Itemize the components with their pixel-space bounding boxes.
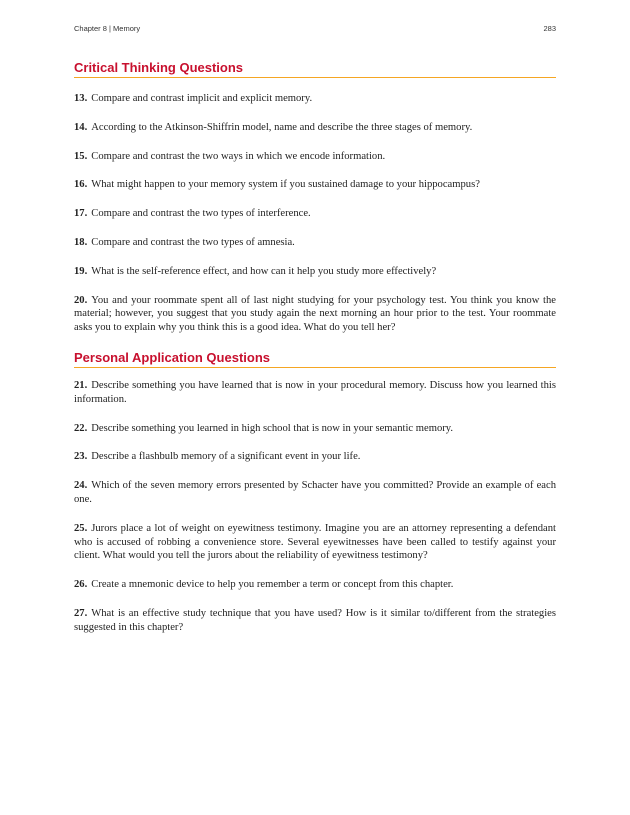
question-16 — [74, 178, 556, 192]
question-23 — [74, 450, 556, 464]
question-number: 13. — [74, 93, 88, 104]
question-26 — [74, 578, 556, 592]
question-14 — [74, 121, 556, 135]
question-number: 23. — [74, 451, 88, 463]
question-13 — [74, 92, 556, 106]
question-number: 24. — [74, 480, 88, 492]
question-number: 27. — [74, 607, 88, 619]
question-text: Compare and contrast the two ways in which we encode information. — [91, 150, 386, 162]
page-content — [74, 56, 556, 635]
question-number: 21. — [74, 379, 88, 391]
question-number: 22. — [74, 422, 88, 434]
question-text: What is the self-reference effect, and how can it help you study more effectively? — [91, 265, 437, 277]
question-number: 14. — [74, 121, 88, 133]
question-text: Describe something you have learned that is now in your procedural memory. Discuss how you learned this information. — [74, 379, 556, 405]
question-text: Which of the seven memory errors presented by Schacter have you committed? Provide an example of each one. — [74, 480, 556, 505]
question-number: 16. — [74, 179, 88, 191]
question-number: 26. — [74, 579, 88, 591]
question-text: Compare and contrast the two types of interference. — [91, 208, 311, 220]
question-text: You and your roommate spent all of last night studying for your psychology test. You think you know the material; however, you suggest that you study again the next morning an hour prior to the test. Your roommate asks you to explain why you think this is a good idea. What do you tell her? — [74, 294, 556, 334]
question-text: Create a mnemonic device to help you remember a term or concept from this chapter. — [91, 579, 454, 591]
question-19 — [74, 265, 556, 279]
question-number: 18. — [74, 236, 88, 248]
question-24 — [74, 479, 556, 507]
question-text: According to the Atkinson-Shiffrin model, name and describe the three stages of memory. — [91, 121, 473, 133]
question-number: 20. — [74, 294, 88, 306]
question-17 — [74, 207, 556, 221]
section-title-critical-thinking: Critical Thinking Questions — [74, 59, 556, 78]
question-15 — [74, 150, 556, 164]
running-header — [74, 24, 556, 36]
question-text: Describe something you learned in high school that is now in your semantic memory. — [91, 422, 454, 434]
question-text: Jurors place a lot of weight on eyewitness testimony. Imagine you are an attorney representing a defendant who is accused of robbing a convenience store. Several eyewitnesses have been called to testify against your client. What would you tell the jurors about the reliability of eyewitness testimony? — [74, 522, 556, 562]
question-text: What might happen to your memory system if you sustained damage to your hippocampus? — [91, 179, 480, 191]
question-number: 25. — [74, 522, 88, 534]
question-text: Compare and contrast implicit and explicit memory. — [91, 93, 313, 104]
question-27 — [74, 607, 556, 635]
question-text: Describe a flashbulb memory of a significant event in your life. — [91, 451, 361, 463]
question-18 — [74, 236, 556, 250]
question-21 — [74, 379, 556, 407]
question-text: What is an effective study technique that you have used? How is it similar to/different from the strategies suggested in this chapter? — [74, 607, 556, 633]
question-22 — [74, 422, 556, 436]
question-number: 19. — [74, 265, 88, 277]
question-25 — [74, 522, 556, 563]
chapter-label: Chapter 8 | Memory — [74, 24, 141, 33]
page-number: 283 — [543, 24, 556, 33]
question-text: Compare and contrast the two types of amnesia. — [91, 236, 295, 248]
question-number: 15. — [74, 150, 88, 162]
section-title-personal-application: Personal Application Questions — [74, 349, 556, 368]
question-20 — [74, 294, 556, 335]
question-number: 17. — [74, 208, 88, 220]
